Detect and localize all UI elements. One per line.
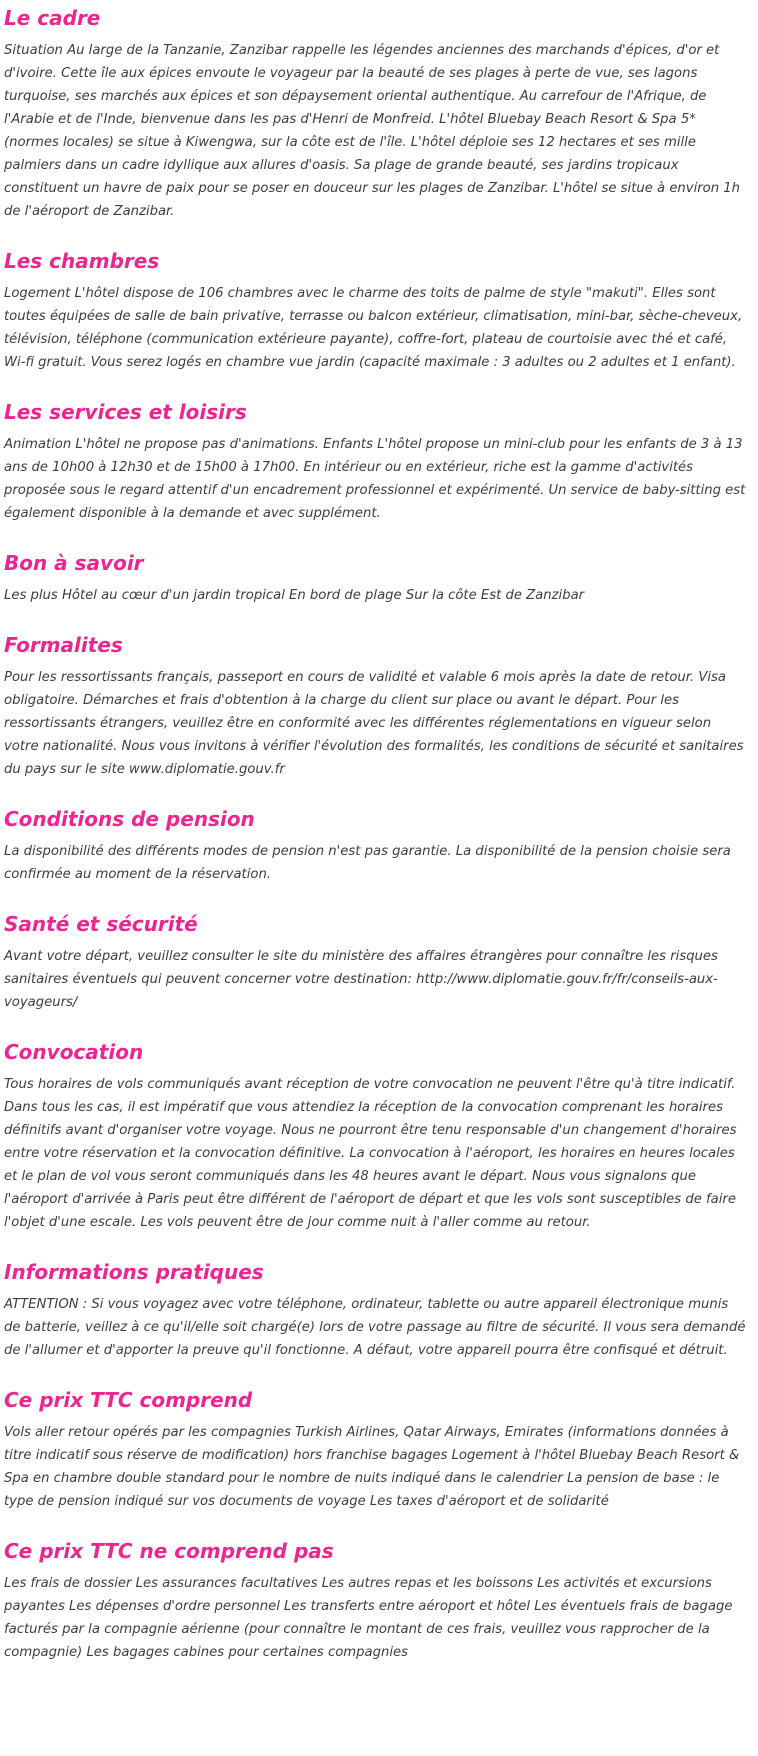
section-body: Avant votre départ, veuillez consulter le site du ministère des affaires étrangères pour connaître les risques sanitaires éventuels qui peuvent concerner votre destination: http://www.diplomatie.gouv.fr/fr/conseils-aux-voyageurs/ xyxy=(4,949,718,1010)
section-body: Vols aller retour opérés par les compagnies Turkish Airlines, Qatar Airways, Emirates (informations données à titre indicatif sous réserve de modification) hors franchise bagages Logement à l'hôtel Bluebay Beach Resort & Spa en chambre double standard pour le nombre de nuits indiqué dans le calendrier La pension de base : le type de pension indiqué sur vos documents de voyage Les taxes d'aéroport et de solidarité xyxy=(4,1425,740,1509)
section-body: La disponibilité des différents modes de pension n'est pas garantie. La disponibilité de la pension choisie sera confirmée au moment de la réservation. xyxy=(4,844,731,882)
section-informations-pratiques xyxy=(4,1260,748,1362)
section-body: Pour les ressortissants français, passeport en cours de validité et valable 6 mois après la date de retour. Visa obligatoire. Démarches et frais d'obtention à la charge du client sur place ou avant le départ. Pour les ressortissants étrangers, veuillez être en conformité avec les différentes réglementations en vigueur selon votre nationalité. Nous vous invitons à vérifier l'évolution des formalités, les conditions de sécurité et sanitaires du pays sur le site www.diplomatie.gouv.fr xyxy=(4,670,744,777)
section-heading: Santé et sécurité xyxy=(4,912,198,936)
section-le-cadre xyxy=(4,6,748,223)
section-body: Les frais de dossier Les assurances facultatives Les autres repas et les boissons Les activités et excursions payantes Les dépenses d'ordre personnel Les transferts entre aéroport et hôtel Les éventuels frais de bagage facturés par la compagnie aérienne (pour connaître le montant de ces frais, veuillez vous rapprocher de la compagnie) Les bagages cabines pour certaines compagnies xyxy=(4,1576,733,1660)
section-heading: Informations pratiques xyxy=(4,1260,264,1284)
section-heading: Formalites xyxy=(4,633,123,657)
section-heading: Bon à savoir xyxy=(4,551,144,575)
section-heading: Ce prix TTC comprend xyxy=(4,1388,253,1412)
section-formalites xyxy=(4,633,748,781)
section-heading: Convocation xyxy=(4,1040,144,1064)
section-body: Logement L'hôtel dispose de 106 chambres avec le charme des toits de palme de style "makuti". Elles sont toutes équipées de salle de bain privative, terrasse ou balcon extérieur, climatisation, mini-bar, sèche-cheveux, télévision, téléphone (communication extérieure payante), coffre-fort, plateau de courtoisie avec thé et café, Wi-fi gratuit. Vous serez logés en chambre vue jardin (capacité maximale : 3 adultes ou 2 adultes et 1 enfant). xyxy=(4,286,743,370)
section-heading: Les chambres xyxy=(4,249,160,273)
section-les-chambres xyxy=(4,249,748,374)
section-body: Situation Au large de la Tanzanie, Zanzibar rappelle les légendes anciennes des marchands d'épices, d'or et d'ivoire. Cette île aux épices envoute le voyageur par la beauté de ses plages à perte de vue, ses lagons turquoise, ses marchés aux épices et son dépaysement oriental authentique. Au carrefour de l'Afrique, de l'Arabie et de l'Inde, bienvenue dans les pas d'Henri de Monfreid. L'hôtel Bluebay Beach Resort & Spa 5* (normes locales) se situe à Kiwengwa, sur la côte est de l'île. L'hôtel déploie ses 12 hectares et ses mille palmiers dans un cadre idyllique aux allures d'oasis. Sa plage de grande beauté, ses jardins tropicaux constituent un havre de paix pour se poser en douceur sur les plages de Zanzibar. L'hôtel se situe à environ 1h de l'aéroport de Zanzibar. xyxy=(4,43,741,219)
section-sante-et-securite xyxy=(4,912,748,1014)
section-ce-prix-ttc-comprend xyxy=(4,1388,748,1513)
section-bon-a-savoir xyxy=(4,551,748,607)
section-ce-prix-ttc-ne-comprend-pas xyxy=(4,1539,748,1664)
section-body: Animation L'hôtel ne propose pas d'animations. Enfants L'hôtel propose un mini-club pour les enfants de 3 à 13 ans de 10h00 à 12h30 et de 15h00 à 17h00. En intérieur ou en extérieur, riche est la gamme d'activités proposée sous le regard attentif d'un encadrement professionnel et expérimenté. Un service de baby-sitting est également disponible à la demande et avec supplément. xyxy=(4,437,746,521)
section-convocation xyxy=(4,1040,748,1234)
section-heading: Conditions de pension xyxy=(4,807,255,831)
section-body: Tous horaires de vols communiqués avant réception de votre convocation ne peuvent l'être qu'à titre indicatif. Dans tous les cas, il est impératif que vous attendiez la réception de la convocation comprenant les horaires définitifs avant d'organiser votre voyage. Nous ne pourront être tenu responsable d'un changement d'horaires entre votre réservation et la convocation définitive. La convocation à l'aéroport, les horaires en heures locales et le plan de vol vous seront communiqués dans les 48 heures avant le départ. Nous vous signalons que l'aéroport d'arrivée à Paris peut être différent de l'aéroport de départ et que les vols sont susceptibles de faire l'objet d'une escale. Les vols peuvent être de jour comme nuit à l'aller comme au retour. xyxy=(4,1077,737,1230)
section-heading: Le cadre xyxy=(4,6,101,30)
section-body: Les plus Hôtel au cœur d'un jardin tropical En bord de plage Sur la côte Est de Zanzibar xyxy=(4,588,585,603)
section-heading: Ce prix TTC ne comprend pas xyxy=(4,1539,334,1563)
section-les-services-et-loisirs xyxy=(4,400,748,525)
section-conditions-de-pension xyxy=(4,807,748,886)
section-heading: Les services et loisirs xyxy=(4,400,247,424)
section-body: ATTENTION : Si vous voyagez avec votre téléphone, ordinateur, tablette ou autre appareil électronique munis de batterie, veillez à ce qu'il/elle soit chargé(e) lors de votre passage au filtre de sécurité. Il vous sera demandé de l'allumer et d'apporter la preuve qu'il fonctionne. A défaut, votre appareil pourra être confisqué et détruit. xyxy=(4,1297,746,1358)
